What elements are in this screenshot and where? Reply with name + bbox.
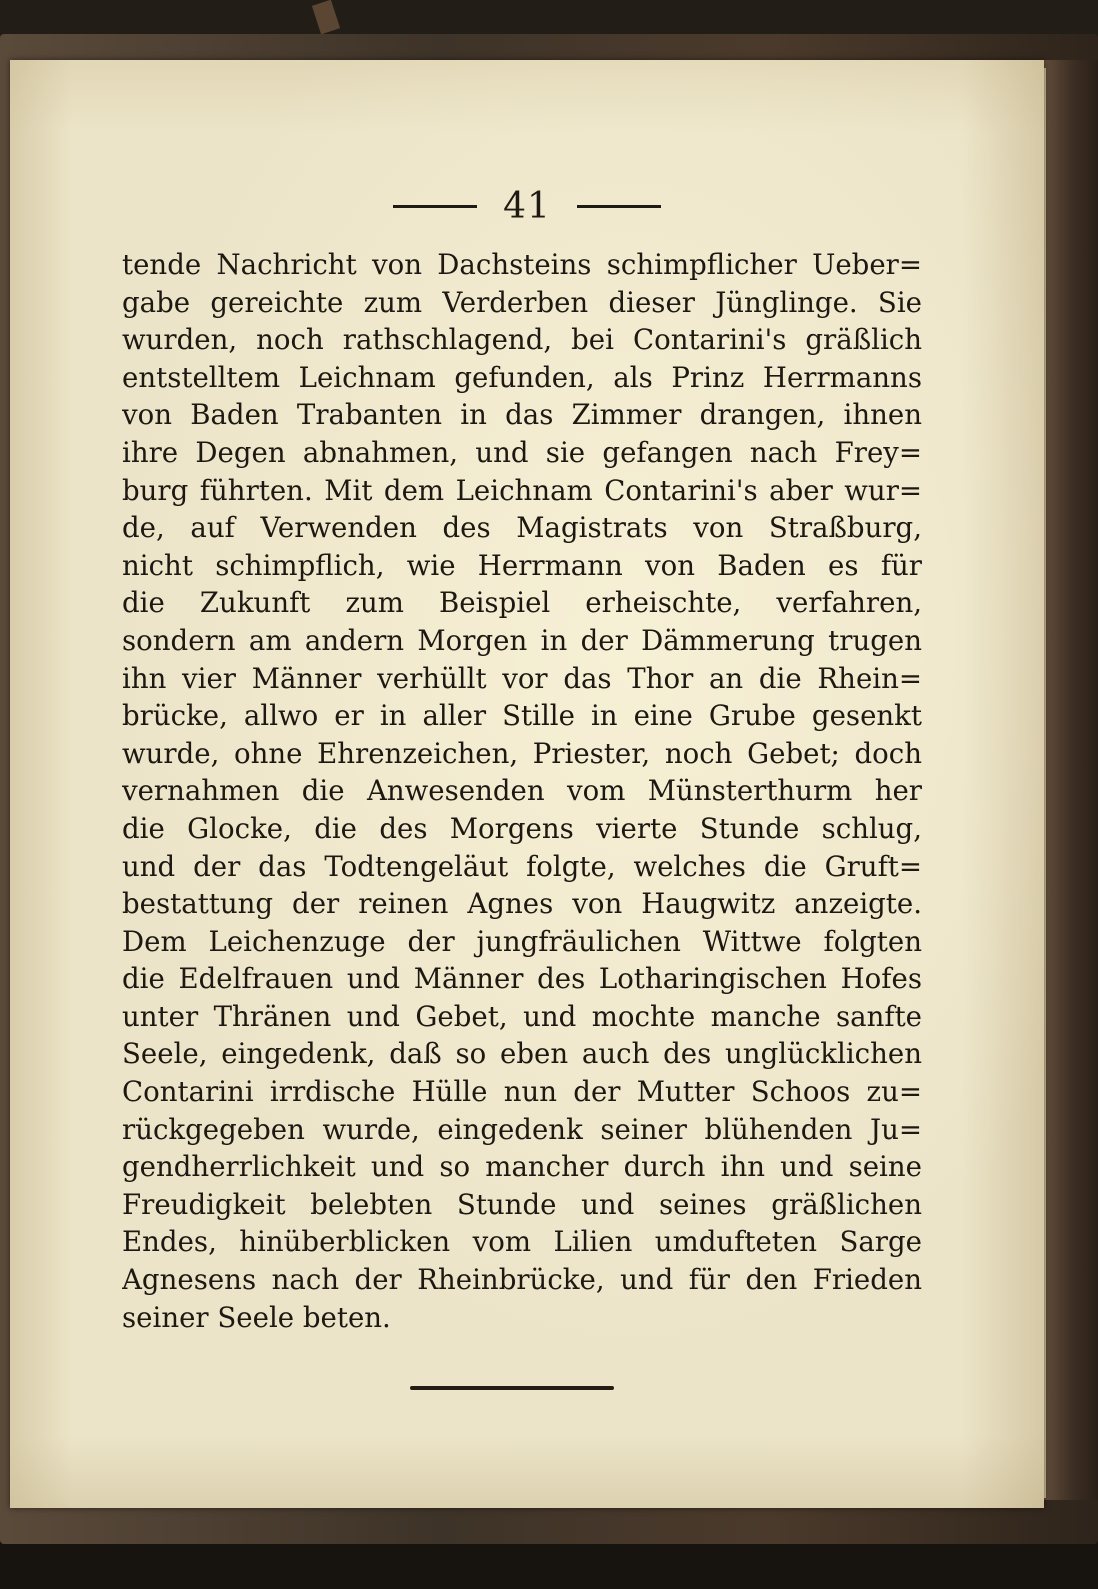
bookmark-ribbon [312,0,340,34]
text-line: brücke, allwo er in aller Stille in eine Grube gesenkt [122,699,922,733]
text-line: und der das Todtengeläut folgte, welches die Gruft= [122,849,922,883]
body-text [122,246,922,1336]
text-line: sondern am andern Morgen in der Dämmerung trugen [122,623,922,657]
text-line: entstelltem Leichnam gefunden, als Prinz Herrmanns [122,360,922,394]
header-rule-left [393,205,477,208]
text-line: von Baden Trabanten in das Zimmer drangen, ihnen [122,398,922,432]
text-line: die Edelfrauen und Männer des Lotharingischen Hofes [122,962,922,996]
text-line: Dem Leichenzuge der jungfräulichen Wittwe folgten [122,924,922,958]
text-line: de, auf Verwenden des Magistrats von Straßburg, [122,511,922,545]
text-line: bestattung der reinen Agnes von Haugwitz anzeigte. [122,887,922,921]
text-line: burg führten. Mit dem Leichnam Contarini's aber wur= [122,473,922,507]
end-rule [410,1386,614,1390]
text-line: wurde, ohne Ehrenzeichen, Priester, noch Gebet; doch [122,736,922,770]
header-rule-right [577,205,661,208]
text-line: die Zukunft zum Beispiel erheischte, verfahren, [122,586,922,620]
text-line: Freudigkeit belebten Stunde und seines gräßlichen [122,1187,922,1221]
page-header [10,184,1044,228]
text-line: wurden, noch rathschlagend, bei Contarini's gräßlich [122,323,922,357]
text-line: ihre Degen abnahmen, und sie gefangen nach Frey= [122,435,922,469]
text-line: Endes, hinüberblicken vom Lilien umdufteten Sarge [122,1225,922,1259]
text-line: Agnesens nach der Rheinbrücke, und für den Frieden [122,1263,922,1297]
text-line: Seele, eingedenk, daß so eben auch des unglücklichen [122,1037,922,1071]
text-line: ihn vier Männer verhüllt vor das Thor an die Rhein= [122,661,922,695]
book-page [10,60,1044,1508]
text-line: gendherrlichkeit und so mancher durch ihn und seine [122,1150,922,1184]
text-line: die Glocke, die des Morgens vierte Stunde schlug, [122,811,922,845]
text-line: seiner Seele beten. [122,1300,391,1334]
text-line: nicht schimpflich, wie Herrmann von Baden es für [122,548,922,582]
text-line: rückgegeben wurde, eingedenk seiner blühenden Ju= [122,1112,922,1146]
text-line: vernahmen die Anwesenden vom Münsterthurm her [122,774,922,808]
cover-spine-edge [1038,60,1098,1500]
text-line: gabe gereichte zum Verderben dieser Jünglinge. Sie [122,285,922,319]
text-line: unter Thränen und Gebet, und mochte manche sanfte [122,999,922,1033]
page-number: 41 [503,185,551,227]
text-line: tende Nachricht von Dachsteins schimpflicher Ueber= [122,248,922,281]
text-line: Contarini irrdische Hülle nun der Mutter Schoos zu= [122,1075,922,1109]
